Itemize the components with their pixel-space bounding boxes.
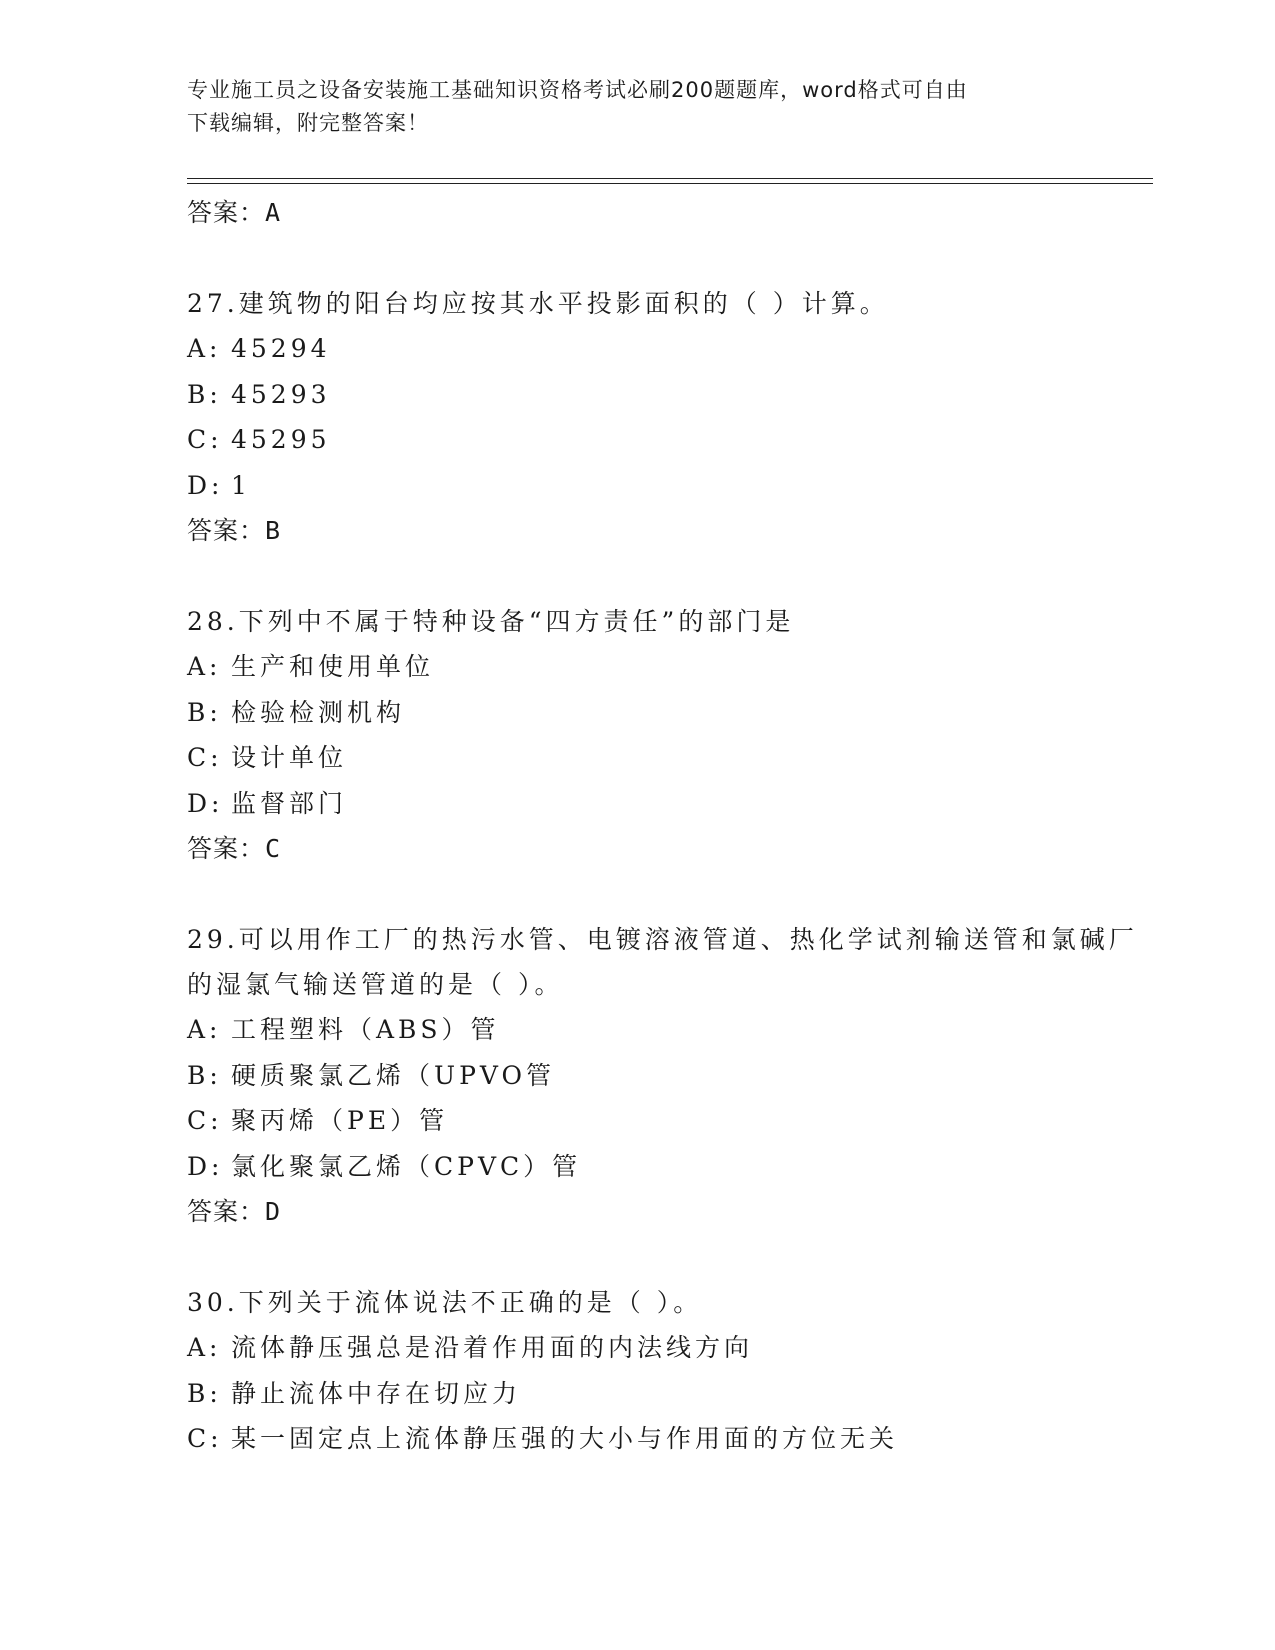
option-text: 检验检测机构 <box>231 697 406 727</box>
option-text: 流体静压强总是沿着作用面的内法线方向 <box>231 1333 754 1362</box>
option-a <box>187 1325 1153 1371</box>
option-a <box>187 1007 1153 1053</box>
option-d <box>187 781 1153 827</box>
answer-line: 答案：C <box>187 834 282 863</box>
question-stem: 28.下列中不属于特种设备“四方责任”的部门是 <box>187 607 795 636</box>
option-text: 某一固定点上流体静压强的大小与作用面的方位无关 <box>231 1424 899 1453</box>
option-letter: B: <box>187 697 222 727</box>
option-letter: B: <box>187 1060 222 1090</box>
option-letter: C: <box>187 743 223 772</box>
option-letter: C: <box>187 425 223 454</box>
option-c <box>187 735 1153 781</box>
option-text: 氯化聚氯乙烯（CPVC）管 <box>231 1151 582 1181</box>
option-letter: A: <box>187 652 222 681</box>
option-text: 45294 <box>231 334 331 363</box>
option-a <box>187 644 1153 690</box>
question-stem: 29.可以用作工厂的热污水管、电镀溶液管道、热化学试剂输送管和氯碱厂的湿氯气输送管道的是（ ）。 <box>187 925 1138 999</box>
option-text: 设计单位 <box>231 743 348 772</box>
option-letter: B: <box>187 379 222 409</box>
question-28 <box>187 599 1153 871</box>
option-letter: A: <box>187 1333 222 1362</box>
option-letter: B: <box>187 1378 222 1408</box>
option-letter: A: <box>187 334 222 363</box>
option-letter: C: <box>187 1106 223 1135</box>
answer-line: 答案：A <box>187 198 282 227</box>
question-list <box>187 190 1153 1462</box>
option-text: 聚丙烯（PE）管 <box>231 1106 449 1135</box>
option-letter: D: <box>187 1151 224 1181</box>
question-stem: 30.下列关于流体说法不正确的是（ ）。 <box>187 1288 703 1317</box>
option-letter: D: <box>187 470 224 500</box>
option-c <box>187 1098 1153 1144</box>
question-30 <box>187 1280 1153 1462</box>
option-a <box>187 326 1153 372</box>
option-c <box>187 417 1153 463</box>
option-text: 1 <box>231 470 251 500</box>
option-c <box>187 1416 1153 1462</box>
option-text: 静止流体中存在切应力 <box>231 1378 522 1408</box>
question-29 <box>187 917 1153 1234</box>
option-text: 生产和使用单位 <box>231 652 435 681</box>
option-text: 硬质聚氯乙烯（UPVO管 <box>231 1060 556 1090</box>
document-header: 专业施工员之设备安装施工基础知识资格考试必刷200题题库，word格式可自由 下载编辑，附完整答案！ <box>187 78 968 135</box>
option-b <box>187 1053 1153 1099</box>
option-text: 工程塑料（ABS）管 <box>231 1015 500 1044</box>
option-text: 监督部门 <box>231 788 348 818</box>
question-27 <box>187 281 1153 553</box>
option-b <box>187 1371 1153 1417</box>
option-d <box>187 463 1153 509</box>
question-stem: 27.建筑物的阳台均应按其水平投影面积的（ ）计算。 <box>187 289 889 318</box>
option-b <box>187 690 1153 736</box>
answer-line: 答案：D <box>187 1197 282 1226</box>
option-letter: C: <box>187 1424 223 1453</box>
answer-line: 答案：B <box>187 516 282 545</box>
option-d <box>187 1144 1153 1190</box>
option-letter: D: <box>187 788 224 818</box>
option-letter: A: <box>187 1015 222 1044</box>
header-divider-line <box>187 178 1153 179</box>
option-text: 45295 <box>231 425 331 454</box>
option-text: 45293 <box>231 379 331 409</box>
header-divider-line-2 <box>187 183 1153 184</box>
option-b <box>187 372 1153 418</box>
